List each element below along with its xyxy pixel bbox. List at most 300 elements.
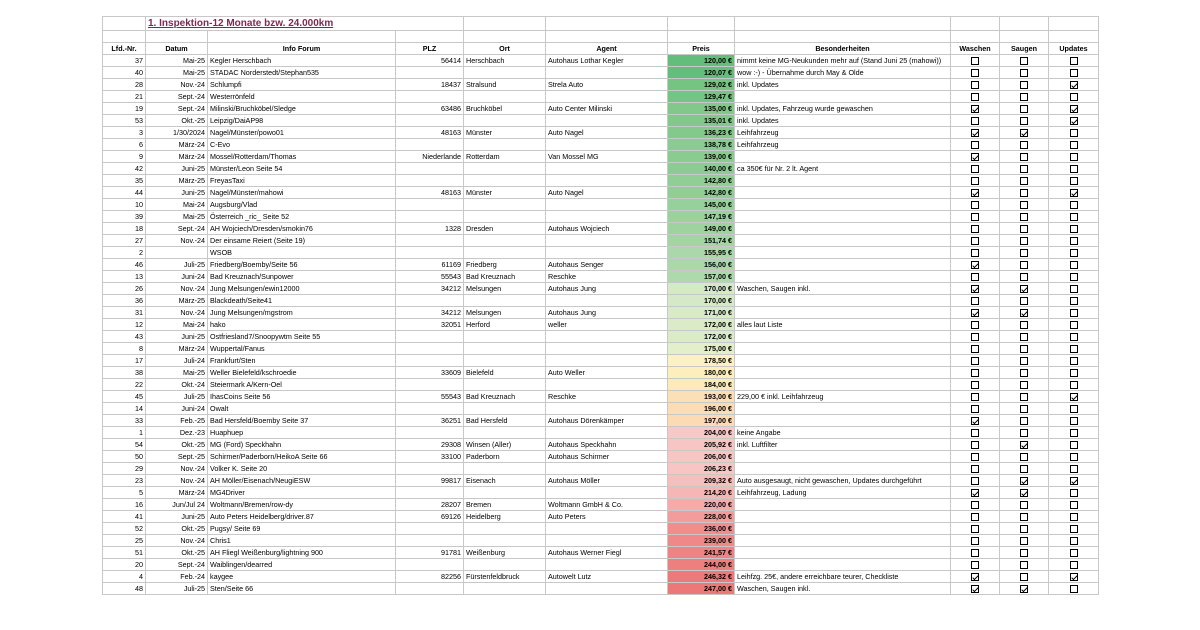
cell-agent[interactable]: Reschke [546, 270, 668, 282]
updates-checkbox[interactable] [1070, 285, 1078, 293]
cell-ort[interactable] [464, 66, 546, 78]
cell-besonderheiten[interactable] [735, 186, 951, 198]
cell-besonderheiten[interactable] [735, 294, 951, 306]
cell-ort[interactable] [464, 114, 546, 126]
cell-nr[interactable]: 13 [103, 270, 146, 282]
cell-datum[interactable]: Mai-25 [146, 366, 208, 378]
cell-preis[interactable]: 228,00 € [668, 510, 735, 522]
cell-besonderheiten[interactable] [735, 510, 951, 522]
cell-datum[interactable]: Juni-24 [146, 270, 208, 282]
cell-datum[interactable]: Mai-25 [146, 66, 208, 78]
cell-ort[interactable]: Herford [464, 318, 546, 330]
cell-datum[interactable]: Feb.-25 [146, 414, 208, 426]
cell-datum[interactable]: März-25 [146, 294, 208, 306]
cell-info[interactable]: Der einsame Reiert (Seite 19) [208, 234, 396, 246]
cell-agent[interactable]: Autohaus Wojciech [546, 222, 668, 234]
cell[interactable] [103, 17, 146, 31]
cell-ort[interactable] [464, 558, 546, 570]
cell-info[interactable]: MG4Driver [208, 486, 396, 498]
header-waschen[interactable]: Waschen [951, 42, 1000, 54]
cell-agent[interactable] [546, 522, 668, 534]
cell-agent[interactable] [546, 138, 668, 150]
cell-agent[interactable]: weller [546, 318, 668, 330]
cell-preis[interactable]: 120,07 € [668, 66, 735, 78]
waschen-checkbox[interactable] [971, 105, 979, 113]
waschen-checkbox[interactable] [971, 573, 979, 581]
cell-ort[interactable]: Bad Hersfeld [464, 414, 546, 426]
cell-plz[interactable] [396, 138, 464, 150]
cell-nr[interactable]: 8 [103, 342, 146, 354]
cell-nr[interactable]: 40 [103, 66, 146, 78]
updates-checkbox[interactable] [1070, 405, 1078, 413]
waschen-checkbox[interactable] [971, 453, 979, 461]
saugen-checkbox[interactable] [1020, 297, 1028, 305]
cell-preis[interactable]: 236,00 € [668, 522, 735, 534]
cell-datum[interactable]: Mai-25 [146, 210, 208, 222]
updates-checkbox[interactable] [1070, 549, 1078, 557]
waschen-checkbox[interactable] [971, 405, 979, 413]
cell-plz[interactable] [396, 378, 464, 390]
updates-checkbox[interactable] [1070, 393, 1078, 401]
cell-agent[interactable]: Auto Peters [546, 510, 668, 522]
cell-besonderheiten[interactable] [735, 450, 951, 462]
cell-agent[interactable]: Auto Weller [546, 366, 668, 378]
waschen-checkbox[interactable] [971, 57, 979, 65]
cell-info[interactable]: AH Fliegl Weißenburg/lightning 900 [208, 546, 396, 558]
cell-nr[interactable]: 39 [103, 210, 146, 222]
cell-preis[interactable]: 155,95 € [668, 246, 735, 258]
cell-info[interactable]: kaygee [208, 570, 396, 582]
updates-checkbox[interactable] [1070, 489, 1078, 497]
waschen-checkbox[interactable] [971, 585, 979, 593]
cell-plz[interactable] [396, 114, 464, 126]
cell-info[interactable]: Weller Bielefeld/kschroedie [208, 366, 396, 378]
cell[interactable] [951, 17, 1000, 31]
cell-agent[interactable] [546, 246, 668, 258]
updates-checkbox[interactable] [1070, 381, 1078, 389]
cell-besonderheiten[interactable] [735, 354, 951, 366]
cell-preis[interactable]: 197,00 € [668, 414, 735, 426]
saugen-checkbox[interactable] [1020, 141, 1028, 149]
cell[interactable] [1000, 17, 1049, 31]
saugen-checkbox[interactable] [1020, 81, 1028, 89]
cell-besonderheiten[interactable]: Auto ausgesaugt, nicht gewaschen, Updates durchgeführt [735, 474, 951, 486]
cell-ort[interactable]: Melsungen [464, 306, 546, 318]
saugen-checkbox[interactable] [1020, 345, 1028, 353]
cell-nr[interactable]: 31 [103, 306, 146, 318]
cell-preis[interactable]: 209,32 € [668, 474, 735, 486]
header-saugen[interactable]: Saugen [1000, 42, 1049, 54]
cell[interactable] [464, 31, 546, 43]
cell-besonderheiten[interactable] [735, 198, 951, 210]
waschen-checkbox[interactable] [971, 513, 979, 521]
updates-checkbox[interactable] [1070, 513, 1078, 521]
cell-agent[interactable] [546, 582, 668, 594]
cell-agent[interactable]: Reschke [546, 390, 668, 402]
cell-info[interactable]: AH Möller/Eisenach/NeugiESW [208, 474, 396, 486]
cell-ort[interactable] [464, 486, 546, 498]
cell-preis[interactable]: 138,78 € [668, 138, 735, 150]
waschen-checkbox[interactable] [971, 249, 979, 257]
cell-preis[interactable]: 136,23 € [668, 126, 735, 138]
cell-besonderheiten[interactable]: inkl. Updates [735, 78, 951, 90]
cell-plz[interactable] [396, 90, 464, 102]
cell[interactable] [668, 17, 735, 31]
cell-info[interactable]: FreyasTaxi [208, 174, 396, 186]
updates-checkbox[interactable] [1070, 81, 1078, 89]
saugen-checkbox[interactable] [1020, 321, 1028, 329]
cell-info[interactable]: MG (Ford) Speckhahn [208, 438, 396, 450]
cell-preis[interactable]: 135,01 € [668, 114, 735, 126]
header-nr[interactable]: Lfd.-Nr. [103, 42, 146, 54]
saugen-checkbox[interactable] [1020, 573, 1028, 581]
header-updates[interactable]: Updates [1049, 42, 1099, 54]
waschen-checkbox[interactable] [971, 297, 979, 305]
cell[interactable] [546, 31, 668, 43]
saugen-checkbox[interactable] [1020, 261, 1028, 269]
cell-besonderheiten[interactable] [735, 522, 951, 534]
saugen-checkbox[interactable] [1020, 153, 1028, 161]
cell-ort[interactable]: Bremen [464, 498, 546, 510]
cell-agent[interactable]: Autohaus Lothar Kegler [546, 54, 668, 66]
cell-besonderheiten[interactable]: inkl. Luftfilter [735, 438, 951, 450]
cell-plz[interactable]: 56414 [396, 54, 464, 66]
cell-plz[interactable]: 32051 [396, 318, 464, 330]
cell-agent[interactable]: Woltmann GmbH & Co. [546, 498, 668, 510]
cell-ort[interactable]: Friedberg [464, 258, 546, 270]
cell-agent[interactable]: Autohaus Schirmer [546, 450, 668, 462]
cell-preis[interactable]: 142,80 € [668, 186, 735, 198]
cell-agent[interactable] [546, 534, 668, 546]
updates-checkbox[interactable] [1070, 273, 1078, 281]
updates-checkbox[interactable] [1070, 165, 1078, 173]
cell-besonderheiten[interactable] [735, 258, 951, 270]
cell-plz[interactable]: 1328 [396, 222, 464, 234]
cell-preis[interactable]: 196,00 € [668, 402, 735, 414]
cell-plz[interactable] [396, 162, 464, 174]
cell-ort[interactable]: Stralsund [464, 78, 546, 90]
waschen-checkbox[interactable] [971, 285, 979, 293]
cell-ort[interactable] [464, 234, 546, 246]
updates-checkbox[interactable] [1070, 309, 1078, 317]
cell-plz[interactable] [396, 294, 464, 306]
saugen-checkbox[interactable] [1020, 69, 1028, 77]
cell-preis[interactable]: 193,00 € [668, 390, 735, 402]
cell-besonderheiten[interactable] [735, 414, 951, 426]
cell-plz[interactable]: 69126 [396, 510, 464, 522]
saugen-checkbox[interactable] [1020, 477, 1028, 485]
cell-besonderheiten[interactable] [735, 306, 951, 318]
cell-nr[interactable]: 18 [103, 222, 146, 234]
saugen-checkbox[interactable] [1020, 105, 1028, 113]
cell-datum[interactable]: Mai-24 [146, 198, 208, 210]
cell-datum[interactable]: Nov.-24 [146, 234, 208, 246]
cell-ort[interactable] [464, 426, 546, 438]
updates-checkbox[interactable] [1070, 465, 1078, 473]
waschen-checkbox[interactable] [971, 525, 979, 533]
cell-ort[interactable] [464, 138, 546, 150]
cell-ort[interactable]: Fürstenfeldbruck [464, 570, 546, 582]
cell-nr[interactable]: 35 [103, 174, 146, 186]
cell-besonderheiten[interactable] [735, 498, 951, 510]
cell-info[interactable]: Münster/Leon Seite 54 [208, 162, 396, 174]
waschen-checkbox[interactable] [971, 237, 979, 245]
cell[interactable] [1000, 31, 1049, 43]
cell-info[interactable]: hako [208, 318, 396, 330]
cell-agent[interactable] [546, 486, 668, 498]
cell-datum[interactable]: Sept.-24 [146, 558, 208, 570]
waschen-checkbox[interactable] [971, 69, 979, 77]
saugen-checkbox[interactable] [1020, 405, 1028, 413]
cell-agent[interactable] [546, 558, 668, 570]
cell-nr[interactable]: 5 [103, 486, 146, 498]
updates-checkbox[interactable] [1070, 525, 1078, 533]
waschen-checkbox[interactable] [971, 369, 979, 377]
cell-info[interactable]: Auto Peters Heidelberg/driver.87 [208, 510, 396, 522]
cell-info[interactable]: Österreich _ric_ Seite 52 [208, 210, 396, 222]
cell-preis[interactable]: 206,00 € [668, 450, 735, 462]
cell-datum[interactable]: März-24 [146, 486, 208, 498]
cell-datum[interactable]: Okt.-25 [146, 546, 208, 558]
cell-nr[interactable]: 52 [103, 522, 146, 534]
updates-checkbox[interactable] [1070, 333, 1078, 341]
updates-checkbox[interactable] [1070, 153, 1078, 161]
cell-ort[interactable]: Paderborn [464, 450, 546, 462]
cell-plz[interactable]: 48163 [396, 126, 464, 138]
cell-ort[interactable] [464, 330, 546, 342]
cell-plz[interactable]: 28207 [396, 498, 464, 510]
cell-preis[interactable]: 157,00 € [668, 270, 735, 282]
waschen-checkbox[interactable] [971, 189, 979, 197]
waschen-checkbox[interactable] [971, 537, 979, 545]
cell-ort[interactable] [464, 162, 546, 174]
cell-plz[interactable] [396, 342, 464, 354]
updates-checkbox[interactable] [1070, 249, 1078, 257]
waschen-checkbox[interactable] [971, 225, 979, 233]
cell-plz[interactable] [396, 330, 464, 342]
cell-preis[interactable]: 171,00 € [668, 306, 735, 318]
cell-info[interactable]: Schlumpfi [208, 78, 396, 90]
saugen-checkbox[interactable] [1020, 273, 1028, 281]
saugen-checkbox[interactable] [1020, 93, 1028, 101]
cell-besonderheiten[interactable]: alles laut Liste [735, 318, 951, 330]
cell-info[interactable]: Kegler Herschbach [208, 54, 396, 66]
saugen-checkbox[interactable] [1020, 333, 1028, 341]
cell-plz[interactable]: 61169 [396, 258, 464, 270]
cell-besonderheiten[interactable] [735, 546, 951, 558]
cell-besonderheiten[interactable]: Waschen, Saugen inkl. [735, 582, 951, 594]
cell-agent[interactable] [546, 210, 668, 222]
saugen-checkbox[interactable] [1020, 549, 1028, 557]
cell-ort[interactable]: Weißenburg [464, 546, 546, 558]
cell-plz[interactable] [396, 210, 464, 222]
cell-datum[interactable]: Dez.-23 [146, 426, 208, 438]
cell-plz[interactable] [396, 534, 464, 546]
cell-nr[interactable]: 2 [103, 246, 146, 258]
cell-info[interactable]: Schirmer/Paderborn/HeikoA Seite 66 [208, 450, 396, 462]
cell-datum[interactable]: Okt.-24 [146, 378, 208, 390]
waschen-checkbox[interactable] [971, 273, 979, 281]
cell-agent[interactable] [546, 90, 668, 102]
cell[interactable] [951, 31, 1000, 43]
cell-besonderheiten[interactable]: wow :-) - Übernahme durch May & Olde [735, 66, 951, 78]
saugen-checkbox[interactable] [1020, 225, 1028, 233]
cell-nr[interactable]: 9 [103, 150, 146, 162]
cell-info[interactable]: Bad Hersfeld/Boemby Seite 37 [208, 414, 396, 426]
cell-info[interactable]: Leipzig/DaiAP98 [208, 114, 396, 126]
cell-besonderheiten[interactable] [735, 462, 951, 474]
saugen-checkbox[interactable] [1020, 117, 1028, 125]
cell-datum[interactable]: Nov.-24 [146, 474, 208, 486]
waschen-checkbox[interactable] [971, 489, 979, 497]
updates-checkbox[interactable] [1070, 357, 1078, 365]
cell-preis[interactable]: 244,00 € [668, 558, 735, 570]
cell-datum[interactable]: Juni-25 [146, 186, 208, 198]
cell-info[interactable]: Owalt [208, 402, 396, 414]
cell-agent[interactable]: Auto Nagel [546, 126, 668, 138]
cell-datum[interactable]: Sept.-24 [146, 222, 208, 234]
saugen-checkbox[interactable] [1020, 357, 1028, 365]
saugen-checkbox[interactable] [1020, 513, 1028, 521]
cell-preis[interactable]: 205,92 € [668, 438, 735, 450]
cell-agent[interactable]: Autowelt Lutz [546, 570, 668, 582]
cell-nr[interactable]: 36 [103, 294, 146, 306]
cell-datum[interactable]: Nov.-24 [146, 78, 208, 90]
saugen-checkbox[interactable] [1020, 201, 1028, 209]
cell-besonderheiten[interactable]: Leihfzg. 25€, andere erreichbare teurer, Checkliste [735, 570, 951, 582]
cell-agent[interactable]: Autohaus Jung [546, 306, 668, 318]
cell-agent[interactable]: Autohaus Jung [546, 282, 668, 294]
cell-datum[interactable]: März-24 [146, 150, 208, 162]
cell-preis[interactable]: 241,57 € [668, 546, 735, 558]
cell-preis[interactable]: 204,00 € [668, 426, 735, 438]
cell-nr[interactable]: 17 [103, 354, 146, 366]
cell-nr[interactable]: 27 [103, 234, 146, 246]
cell-besonderheiten[interactable] [735, 270, 951, 282]
cell-ort[interactable] [464, 522, 546, 534]
saugen-checkbox[interactable] [1020, 369, 1028, 377]
cell[interactable] [103, 31, 146, 43]
cell-datum[interactable]: Juli-25 [146, 390, 208, 402]
sheet-title[interactable] [146, 17, 464, 31]
cell-info[interactable]: Ostfriesland7/Snoopywtm Seite 55 [208, 330, 396, 342]
cell-besonderheiten[interactable] [735, 534, 951, 546]
cell-preis[interactable]: 170,00 € [668, 294, 735, 306]
cell-ort[interactable] [464, 198, 546, 210]
saugen-checkbox[interactable] [1020, 429, 1028, 437]
cell-plz[interactable]: 33609 [396, 366, 464, 378]
updates-checkbox[interactable] [1070, 429, 1078, 437]
saugen-checkbox[interactable] [1020, 417, 1028, 425]
cell-preis[interactable]: 239,00 € [668, 534, 735, 546]
waschen-checkbox[interactable] [971, 309, 979, 317]
cell-nr[interactable]: 16 [103, 498, 146, 510]
cell-info[interactable]: IhasCoins Seite 56 [208, 390, 396, 402]
saugen-checkbox[interactable] [1020, 189, 1028, 197]
cell[interactable] [396, 31, 464, 43]
cell-info[interactable]: STADAC Norderstedt/Stephan535 [208, 66, 396, 78]
cell-preis[interactable]: 247,00 € [668, 582, 735, 594]
cell-info[interactable]: Steiermark A/Kern-Oel [208, 378, 396, 390]
cell-besonderheiten[interactable]: keine Angabe [735, 426, 951, 438]
saugen-checkbox[interactable] [1020, 561, 1028, 569]
updates-checkbox[interactable] [1070, 57, 1078, 65]
cell-preis[interactable]: 120,00 € [668, 54, 735, 66]
saugen-checkbox[interactable] [1020, 129, 1028, 137]
cell-plz[interactable]: 36251 [396, 414, 464, 426]
cell-info[interactable]: Sten/Seite 66 [208, 582, 396, 594]
cell-agent[interactable] [546, 462, 668, 474]
header-info-forum[interactable]: Info Forum [208, 42, 396, 54]
cell-ort[interactable]: Dresden [464, 222, 546, 234]
waschen-checkbox[interactable] [971, 549, 979, 557]
saugen-checkbox[interactable] [1020, 249, 1028, 257]
updates-checkbox[interactable] [1070, 345, 1078, 353]
cell-ort[interactable]: Herschbach [464, 54, 546, 66]
cell-datum[interactable]: Feb.-24 [146, 570, 208, 582]
cell-besonderheiten[interactable] [735, 174, 951, 186]
cell-besonderheiten[interactable] [735, 402, 951, 414]
cell-plz[interactable]: 34212 [396, 282, 464, 294]
cell-preis[interactable]: 145,00 € [668, 198, 735, 210]
updates-checkbox[interactable] [1070, 189, 1078, 197]
cell-preis[interactable]: 206,23 € [668, 462, 735, 474]
cell-agent[interactable] [546, 354, 668, 366]
cell-agent[interactable] [546, 294, 668, 306]
cell-plz[interactable]: 55543 [396, 270, 464, 282]
cell-nr[interactable]: 37 [103, 54, 146, 66]
cell-nr[interactable]: 28 [103, 78, 146, 90]
cell-plz[interactable] [396, 402, 464, 414]
cell-datum[interactable]: Juni-25 [146, 162, 208, 174]
cell-datum[interactable]: Okt.-25 [146, 114, 208, 126]
cell-ort[interactable]: Münster [464, 126, 546, 138]
cell-besonderheiten[interactable]: 229,00 € inkl. Leihfahrzeug [735, 390, 951, 402]
cell-besonderheiten[interactable] [735, 342, 951, 354]
updates-checkbox[interactable] [1070, 417, 1078, 425]
cell-info[interactable]: Waiblingen/dearred [208, 558, 396, 570]
updates-checkbox[interactable] [1070, 213, 1078, 221]
cell-datum[interactable]: Okt.-25 [146, 438, 208, 450]
cell-datum[interactable]: Juli-24 [146, 354, 208, 366]
cell-besonderheiten[interactable]: nimmt keine MG-Neukunden mehr auf (Stand Juni 25 (mahowi)) [735, 54, 951, 66]
cell-preis[interactable]: 172,00 € [668, 330, 735, 342]
cell-besonderheiten[interactable] [735, 90, 951, 102]
cell-ort[interactable] [464, 378, 546, 390]
cell-ort[interactable]: Münster [464, 186, 546, 198]
cell-datum[interactable]: März-24 [146, 138, 208, 150]
cell-preis[interactable]: 149,00 € [668, 222, 735, 234]
cell-nr[interactable]: 43 [103, 330, 146, 342]
cell-nr[interactable]: 42 [103, 162, 146, 174]
updates-checkbox[interactable] [1070, 453, 1078, 461]
cell-nr[interactable]: 48 [103, 582, 146, 594]
waschen-checkbox[interactable] [971, 417, 979, 425]
cell-info[interactable]: AH Wojciech/Dresden/smokin76 [208, 222, 396, 234]
cell-ort[interactable]: Bruchköbel [464, 102, 546, 114]
waschen-checkbox[interactable] [971, 141, 979, 149]
cell-besonderheiten[interactable] [735, 378, 951, 390]
cell-preis[interactable]: 147,19 € [668, 210, 735, 222]
updates-checkbox[interactable] [1070, 369, 1078, 377]
cell-plz[interactable] [396, 354, 464, 366]
cell-ort[interactable]: Bad Kreuznach [464, 390, 546, 402]
cell-nr[interactable]: 12 [103, 318, 146, 330]
cell[interactable] [146, 31, 208, 43]
cell-datum[interactable]: Mai-24 [146, 318, 208, 330]
waschen-checkbox[interactable] [971, 129, 979, 137]
cell-datum[interactable]: Juli-25 [146, 582, 208, 594]
